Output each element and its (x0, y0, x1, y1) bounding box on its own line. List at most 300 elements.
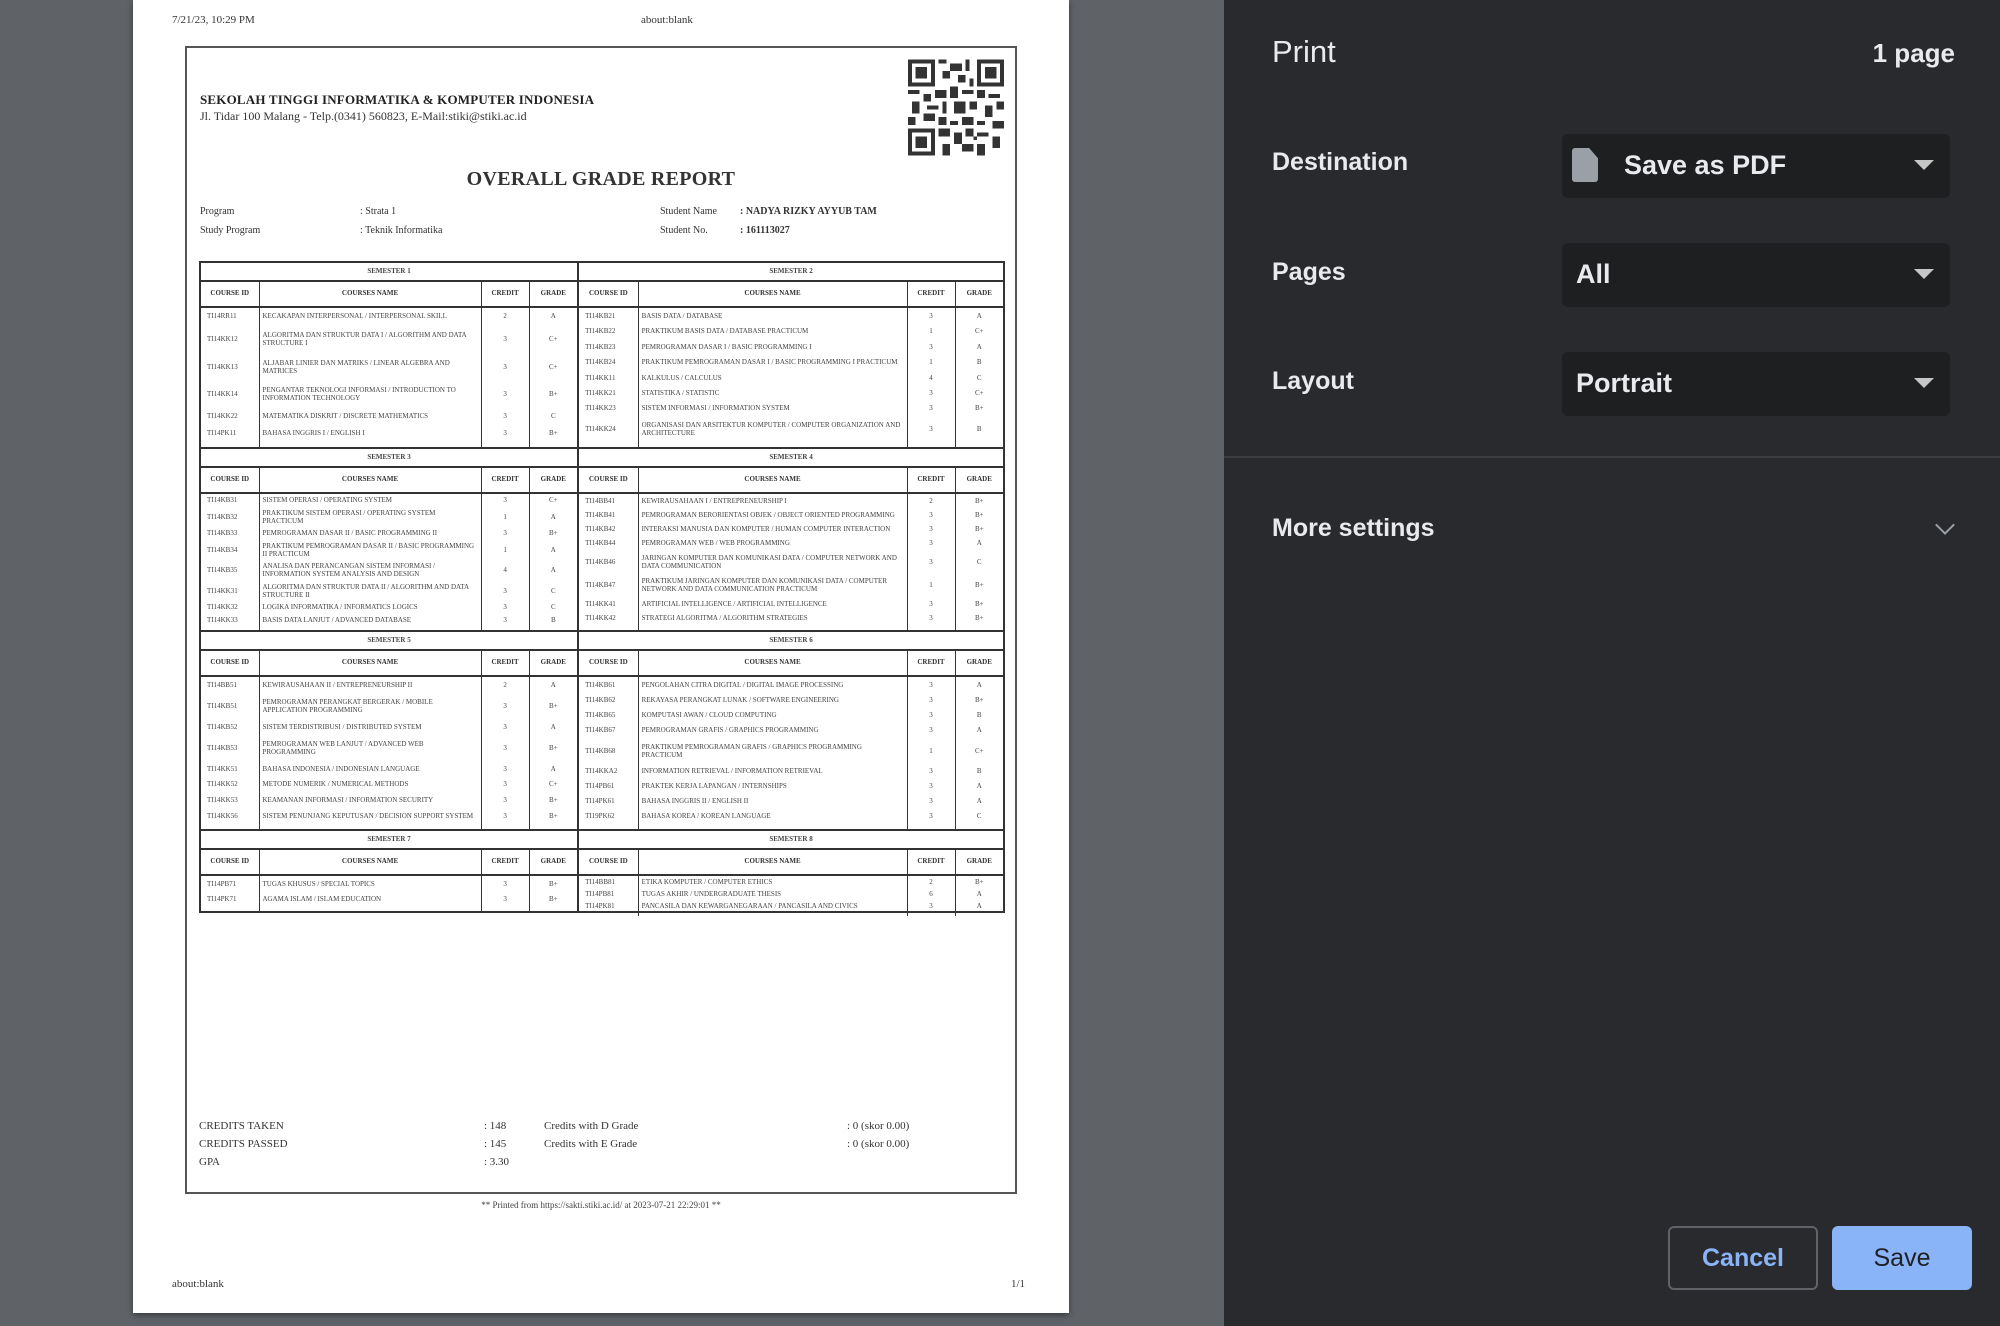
course-name: PENGOLAHAN CITRA DIGITAL / DIGITAL IMAGE PROCESSING (638, 676, 907, 692)
course-name: PEMROGRAMAN DASAR I / BASIC PROGRAMMING I (638, 339, 907, 354)
col-credit: CREDIT (907, 281, 955, 307)
table-row (579, 794, 1003, 809)
col-credit: CREDIT (481, 467, 529, 493)
course-grade: B+ (549, 811, 558, 820)
course-grade: B+ (549, 702, 558, 711)
table-row (201, 601, 577, 613)
table-row (579, 875, 1003, 888)
course-grade: B (976, 424, 982, 433)
course-id: TI14KB33 (201, 527, 259, 539)
grades-table (199, 261, 1005, 913)
course-grade: A (976, 311, 982, 320)
table-row (201, 693, 577, 719)
table-row (201, 777, 577, 793)
more-settings-label: More settings (1272, 514, 1435, 542)
study-program-value: : Teknik Informatika (360, 225, 443, 236)
col-grade: GRADE (529, 849, 577, 875)
summary-row (199, 1120, 1005, 1138)
e-grade-label: Credits with E Grade (544, 1138, 638, 1150)
table-row (579, 723, 1003, 738)
student-no-label: Student No. (660, 225, 708, 236)
dropdown-arrow-icon (1914, 269, 1934, 279)
table-row (579, 385, 1003, 400)
col-credit: CREDIT (481, 650, 529, 676)
course-grade: C+ (549, 496, 558, 505)
table-row (201, 761, 577, 777)
semester-pair (201, 831, 1003, 911)
table-row (579, 692, 1003, 707)
dropdown-arrow-icon (1914, 160, 1934, 170)
divider (1224, 456, 2000, 458)
course-name: BASIS DATA LANJUT / ADVANCED DATABASE (259, 614, 481, 626)
semester-title: SEMESTER 3 (201, 449, 577, 467)
course-name: ALJABAR LINIER DAN MATRIKS / LINEAR ALGEBRA AND MATRICES (259, 353, 481, 381)
semester-pair (201, 632, 1003, 831)
course-name: SISTEM INFORMASI / INFORMATION SYSTEM (638, 401, 907, 416)
course-id: TI14KB21 (579, 307, 638, 324)
semester-3-table (201, 449, 579, 630)
course-name: KECAKAPAN INTERPERSONAL / INTERPERSONAL SKILL (259, 307, 481, 325)
course-id: TI14KK13 (201, 353, 259, 381)
table-row (579, 508, 1003, 522)
course-credit: 3 (907, 385, 955, 400)
course-grade: A (550, 512, 556, 521)
table-row (579, 536, 1003, 550)
course-credit: 3 (481, 601, 529, 613)
course-id: TI14PK11 (201, 425, 259, 442)
course-grade: A (976, 342, 982, 351)
layout-label: Layout (1272, 367, 1354, 395)
table-row (579, 763, 1003, 778)
course-credit: 3 (481, 408, 529, 425)
course-credit: 3 (481, 808, 529, 824)
course-credit: 3 (907, 401, 955, 416)
course-grade: C (550, 412, 556, 421)
course-credit: 3 (481, 493, 529, 506)
course-grade: B+ (974, 511, 984, 520)
semester-title: SEMESTER 8 (579, 831, 1003, 849)
course-id: TI14KK31 (201, 581, 259, 602)
course-grade: A (550, 566, 556, 575)
course-name: SISTEM TERDISTRIBUSI / DISTRIBUTED SYSTEM (259, 719, 481, 735)
col-course-name: COURSES NAME (259, 650, 481, 676)
col-credit: CREDIT (907, 650, 955, 676)
printed-from-note: ** Printed from https://sakti.stiki.ac.id/ at 2023-07-21 22:29:01 ** (481, 1200, 721, 1210)
table-row (579, 708, 1003, 723)
course-grade: A (976, 726, 982, 735)
report-title: OVERALL GRADE REPORT (466, 168, 736, 190)
course-id: TI14KB65 (579, 708, 638, 723)
course-id: TI14KKA2 (579, 763, 638, 778)
course-id: TI14PK61 (579, 794, 638, 809)
course-id: TI14BB41 (579, 493, 638, 508)
semester-4-table (579, 449, 1003, 630)
file-icon (1572, 148, 1598, 182)
course-credit: 3 (907, 597, 955, 611)
gpa-value: : 3.30 (484, 1156, 510, 1168)
layout-value: Portrait (1576, 368, 1673, 398)
table-row (201, 527, 577, 539)
course-credit: 3 (907, 339, 955, 354)
course-name: AGAMA ISLAM / ISLAM EDUCATION (259, 891, 481, 906)
table-row (201, 506, 577, 527)
course-name: REKAYASA PERANGKAT LUNAK / SOFTWARE ENGINEERING (638, 692, 907, 707)
course-name: ORGANISASI DAN ARSITEKTUR KOMPUTER / COMPUTER ORGANIZATION AND ARCHITECTURE (638, 416, 907, 442)
course-grade: B (976, 358, 982, 367)
table-row (201, 493, 577, 506)
table-row (579, 550, 1003, 573)
study-program-label: Study Program (200, 225, 261, 236)
course-grade: C+ (549, 334, 558, 343)
course-name: PRAKTIKUM PEMROGRAMAN GRAFIS / GRAPHICS PROGRAMMING PRACTICUM (638, 738, 907, 763)
col-grade: GRADE (529, 281, 577, 307)
course-id: TI14BB81 (579, 875, 638, 888)
table-row (579, 355, 1003, 370)
course-grade: B+ (549, 529, 558, 538)
table-row (579, 574, 1003, 597)
course-grade: B+ (974, 878, 984, 886)
info-row-study-program (200, 225, 1000, 241)
qr-code-icon (908, 58, 1004, 157)
panel-title: Print (1272, 34, 1336, 69)
info-row-program (200, 206, 1000, 222)
course-grade: B (550, 615, 556, 624)
layout-select[interactable] (1562, 352, 1950, 416)
course-id: TI14KB67 (579, 723, 638, 738)
table-row (201, 614, 577, 626)
destination-value: Save as PDF (1624, 150, 1787, 180)
table-row (579, 676, 1003, 692)
col-grade: GRADE (529, 467, 577, 493)
summary-row (199, 1156, 1005, 1174)
course-credit: 1 (907, 324, 955, 339)
table-row (579, 401, 1003, 416)
page-footer-number: 1/1 (1011, 1278, 1026, 1290)
semester-pair (201, 449, 1003, 632)
col-course-name: COURSES NAME (638, 467, 907, 493)
course-credit: 3 (481, 581, 529, 602)
course-grade: C (976, 373, 982, 382)
course-id: TI14KB22 (579, 324, 638, 339)
course-name: ARTIFICIAL INTELLIGENCE / ARTIFICIAL INTELLIGENCE (638, 597, 907, 611)
course-credit: 1 (481, 539, 529, 560)
course-name: PEMROGRAMAN DASAR II / BASIC PROGRAMMING II (259, 527, 481, 539)
semester-title: SEMESTER 5 (201, 632, 577, 650)
course-grade: C (550, 586, 556, 595)
course-credit: 3 (481, 891, 529, 906)
course-grade: B+ (974, 525, 984, 534)
student-no-value: : 161113027 (740, 225, 790, 236)
course-name: BASIS DATA / DATABASE (638, 307, 907, 324)
course-grade: C+ (549, 362, 558, 371)
semester-6-table (579, 632, 1003, 829)
col-course-id: COURSE ID (201, 650, 259, 676)
student-name-label: Student Name (660, 206, 717, 217)
course-credit: 3 (481, 353, 529, 381)
course-grade: A (976, 890, 982, 899)
course-grade: B (976, 711, 982, 720)
course-credit: 3 (907, 522, 955, 536)
course-name: ANALISA DAN PERANCANGAN SISTEM INFORMASI / INFORMATION SYSTEM ANALYSIS AND DESIGN (259, 560, 481, 581)
col-course-name: COURSES NAME (259, 281, 481, 307)
course-grade: B+ (549, 796, 558, 805)
cancel-button[interactable]: Cancel (1668, 1226, 1818, 1290)
credits-taken-value: : 148 (484, 1120, 507, 1132)
course-name: STATISTIKA / STATISTIC (638, 385, 907, 400)
more-settings-toggle[interactable] (1272, 512, 1952, 552)
course-id: TI14KK32 (201, 601, 259, 613)
col-course-name: COURSES NAME (638, 849, 907, 875)
course-credit: 3 (481, 735, 529, 761)
col-course-id: COURSE ID (201, 467, 259, 493)
course-credit: 3 (481, 875, 529, 891)
table-row (201, 307, 577, 325)
course-name: STRATEGI ALGORITMA / ALGORITHM STRATEGIES (638, 611, 907, 625)
course-grade: B+ (974, 581, 984, 590)
course-grade: B+ (974, 497, 984, 506)
course-id: TI14BB51 (201, 676, 259, 693)
course-name: METODE NUMERIK / NUMERICAL METHODS (259, 777, 481, 793)
course-id: TI14PK71 (201, 891, 259, 906)
course-id: TI14KK41 (579, 597, 638, 611)
table-row (201, 539, 577, 560)
course-grade: B+ (974, 695, 984, 704)
course-id: TI14KK12 (201, 325, 259, 353)
course-id: TI14KB68 (579, 738, 638, 763)
course-credit: 2 (481, 676, 529, 693)
course-grade: B+ (549, 879, 558, 888)
course-id: TI14KB23 (579, 339, 638, 354)
course-name: KALKULUS / CALCULUS (638, 370, 907, 385)
table-row (201, 792, 577, 808)
course-name: INTERAKSI MANUSIA DAN KOMPUTER / HUMAN COMPUTER INTERACTION (638, 522, 907, 536)
course-name: PEMROGRAMAN WEB / WEB PROGRAMMING (638, 536, 907, 550)
course-id: TI14KB61 (579, 676, 638, 692)
page-count: 1 page (1872, 38, 1955, 68)
col-course-name: COURSES NAME (259, 467, 481, 493)
school-address: Jl. Tidar 100 Malang - Telp.(0341) 560823, E-Mail:stiki@stiki.ac.id (200, 109, 527, 123)
table-row (579, 809, 1003, 824)
course-name: ALGORITMA DAN STRUKTUR DATA II / ALGORITHM AND DATA STRUCTURE II (259, 581, 481, 602)
course-id: TI14KK33 (201, 614, 259, 626)
course-name: ETIKA KOMPUTER / COMPUTER ETHICS (638, 875, 907, 888)
table-row (201, 408, 577, 425)
course-name: PEMROGRAMAN GRAFIS / GRAPHICS PROGRAMMING (638, 723, 907, 738)
table-row (201, 560, 577, 581)
course-id: TI14RR11 (201, 307, 259, 325)
course-name: BAHASA INGGRIS II / ENGLISH II (638, 794, 907, 809)
credits-passed-value: : 145 (484, 1138, 507, 1150)
table-row (201, 380, 577, 408)
course-credit: 2 (481, 307, 529, 325)
col-grade: GRADE (955, 650, 1003, 676)
course-credit: 3 (907, 692, 955, 707)
pages-label: Pages (1272, 258, 1346, 286)
course-name: PRAKTIKUM PEMROGRAMAN DASAR I / BASIC PROGRAMMING I PRACTICUM (638, 355, 907, 370)
gpa-label: GPA (199, 1156, 220, 1168)
col-course-id: COURSE ID (201, 281, 259, 307)
course-credit: 3 (907, 900, 955, 912)
save-button[interactable]: Save (1832, 1226, 1972, 1290)
student-name-value: : NADYA RIZKY AYYUB TAM (740, 206, 877, 217)
course-name: PRAKTEK KERJA LAPANGAN / INTERNSHIPS (638, 778, 907, 793)
course-id: TI14KK51 (201, 761, 259, 777)
course-id: TI14KB32 (201, 506, 259, 527)
print-settings-panel (1224, 0, 2000, 1326)
semester-title: SEMESTER 7 (201, 831, 577, 849)
course-grade: C (550, 603, 556, 612)
col-credit: CREDIT (481, 281, 529, 307)
table-row (201, 581, 577, 602)
course-credit: 6 (907, 888, 955, 900)
destination-label: Destination (1272, 148, 1409, 176)
course-credit: 3 (907, 307, 955, 324)
preview-page (133, 0, 1069, 1313)
program-label: Program (200, 206, 235, 217)
col-grade: GRADE (955, 281, 1003, 307)
pages-select[interactable] (1562, 243, 1950, 307)
course-name: ALGORITMA DAN STRUKTUR DATA I / ALGORITHM AND DATA STRUCTURE I (259, 325, 481, 353)
course-id: TI14PB81 (579, 888, 638, 900)
course-id: TI14KB35 (201, 560, 259, 581)
course-id: TI19PK62 (579, 809, 638, 824)
course-grade: B+ (549, 390, 558, 399)
page-header-datetime: 7/21/23, 10:29 PM (172, 14, 255, 26)
course-credit: 3 (907, 723, 955, 738)
table-row (579, 597, 1003, 611)
course-credit: 3 (481, 792, 529, 808)
col-course-id: COURSE ID (201, 849, 259, 875)
course-grade: A (550, 545, 556, 554)
course-id: TI14KB53 (201, 735, 259, 761)
course-credit: 3 (481, 614, 529, 626)
program-value: : Strata 1 (360, 206, 397, 217)
course-name: JARINGAN KOMPUTER DAN KOMUNIKASI DATA / COMPUTER NETWORK AND DATA COMMUNICATION (638, 550, 907, 573)
course-grade: A (550, 680, 556, 689)
col-course-name: COURSES NAME (638, 650, 907, 676)
course-grade: B+ (549, 429, 558, 438)
semester-title: SEMESTER 2 (579, 263, 1003, 281)
course-credit: 3 (481, 380, 529, 408)
course-id: TI14KB31 (201, 493, 259, 506)
semester-pair (201, 263, 1003, 449)
course-credit: 3 (907, 550, 955, 573)
course-name: BAHASA INDONESIA / INDONESIAN LANGUAGE (259, 761, 481, 777)
pages-value: All (1576, 259, 1611, 289)
course-id: TI14PK81 (579, 900, 638, 912)
semester-title: SEMESTER 1 (201, 263, 577, 281)
course-grade: C (976, 558, 982, 567)
course-name: PEMROGRAMAN PERANGKAT BERGERAK / MOBILE APPLICATION PROGRAMMING (259, 693, 481, 719)
course-id: TI14KK14 (201, 380, 259, 408)
course-id: TI14PB71 (201, 875, 259, 891)
destination-select[interactable] (1562, 134, 1950, 198)
course-id: TI14KB47 (579, 574, 638, 597)
course-grade: C+ (974, 388, 984, 397)
table-row (579, 522, 1003, 536)
course-id: TI14PB61 (579, 778, 638, 793)
course-name: TUGAS KHUSUS / SPECIAL TOPICS (259, 875, 481, 891)
course-credit: 4 (907, 370, 955, 385)
course-credit: 3 (907, 676, 955, 692)
table-row (201, 425, 577, 442)
course-id: TI14KB42 (579, 522, 638, 536)
grade-summary (199, 1120, 1005, 1174)
course-grade: C+ (549, 780, 558, 789)
course-credit: 3 (481, 325, 529, 353)
col-course-name: COURSES NAME (638, 281, 907, 307)
table-row (579, 888, 1003, 900)
course-id: TI14KK11 (579, 370, 638, 385)
course-grade: C+ (974, 746, 984, 755)
semester-8-table (579, 831, 1003, 911)
col-credit: CREDIT (481, 849, 529, 875)
semester-title: SEMESTER 6 (579, 632, 1003, 650)
course-grade: B+ (974, 614, 984, 623)
table-row (579, 370, 1003, 385)
course-id: TI14KB46 (579, 550, 638, 573)
dropdown-arrow-icon (1914, 378, 1934, 388)
course-grade: B+ (974, 600, 984, 609)
col-course-id: COURSE ID (579, 849, 638, 875)
course-credit: 3 (907, 794, 955, 809)
course-name: KOMPUTASI AWAN / CLOUD COMPUTING (638, 708, 907, 723)
course-name: PANCASILA DAN KEWARGANEGARAAN / PANCASILA AND CIVICS (638, 900, 907, 912)
course-grade: A (976, 539, 982, 548)
course-name: LOGIKA INFORMATIKA / INFORMATICS LOGICS (259, 601, 481, 613)
table-row (201, 735, 577, 761)
course-credit: 3 (907, 778, 955, 793)
course-grade: A (976, 902, 982, 911)
course-credit: 3 (481, 719, 529, 735)
school-name: SEKOLAH TINGGI INFORMATIKA & KOMPUTER INDONESIA (200, 92, 595, 107)
course-name: KEAMANAN INFORMASI / INFORMATION SECURITY (259, 792, 481, 808)
course-grade: B+ (549, 894, 558, 903)
course-name: TUGAS AKHIR / UNDERGRADUATE THESIS (638, 888, 907, 900)
table-row (579, 900, 1003, 912)
course-name: PEMROGRAMAN WEB LANJUT / ADVANCED WEB PROGRAMMING (259, 735, 481, 761)
col-credit: CREDIT (907, 849, 955, 875)
course-credit: 3 (481, 761, 529, 777)
course-id: TI14KB34 (201, 539, 259, 560)
course-credit: 3 (907, 416, 955, 442)
table-row (579, 611, 1003, 625)
course-name: PRAKTIKUM JARINGAN KOMPUTER DAN KOMUNIKASI DATA / COMPUTER NETWORK AND DATA COMMUNICATION PRACTICUM (638, 574, 907, 597)
table-row (201, 891, 577, 906)
table-row (579, 339, 1003, 354)
course-name: SISTEM OPERASI / OPERATING SYSTEM (259, 493, 481, 506)
course-name: BAHASA INGGRIS I / ENGLISH I (259, 425, 481, 442)
semester-2-table (579, 263, 1003, 447)
course-credit: 3 (907, 708, 955, 723)
grade-report (185, 46, 1017, 1194)
col-grade: GRADE (955, 467, 1003, 493)
course-grade: B+ (974, 404, 984, 413)
semester-title: SEMESTER 4 (579, 449, 1003, 467)
semester-5-table (201, 632, 579, 829)
course-credit: 3 (907, 763, 955, 778)
course-credit: 3 (481, 693, 529, 719)
table-row (201, 676, 577, 693)
page-footer-url: about:blank (172, 1278, 224, 1290)
chevron-down-icon (1935, 515, 1955, 535)
course-id: TI14KB51 (201, 693, 259, 719)
course-id: TI14KK23 (579, 401, 638, 416)
credits-taken-label: CREDITS TAKEN (199, 1120, 284, 1132)
course-credit: 4 (481, 560, 529, 581)
course-id: TI14KB62 (579, 692, 638, 707)
course-credit: 1 (907, 574, 955, 597)
